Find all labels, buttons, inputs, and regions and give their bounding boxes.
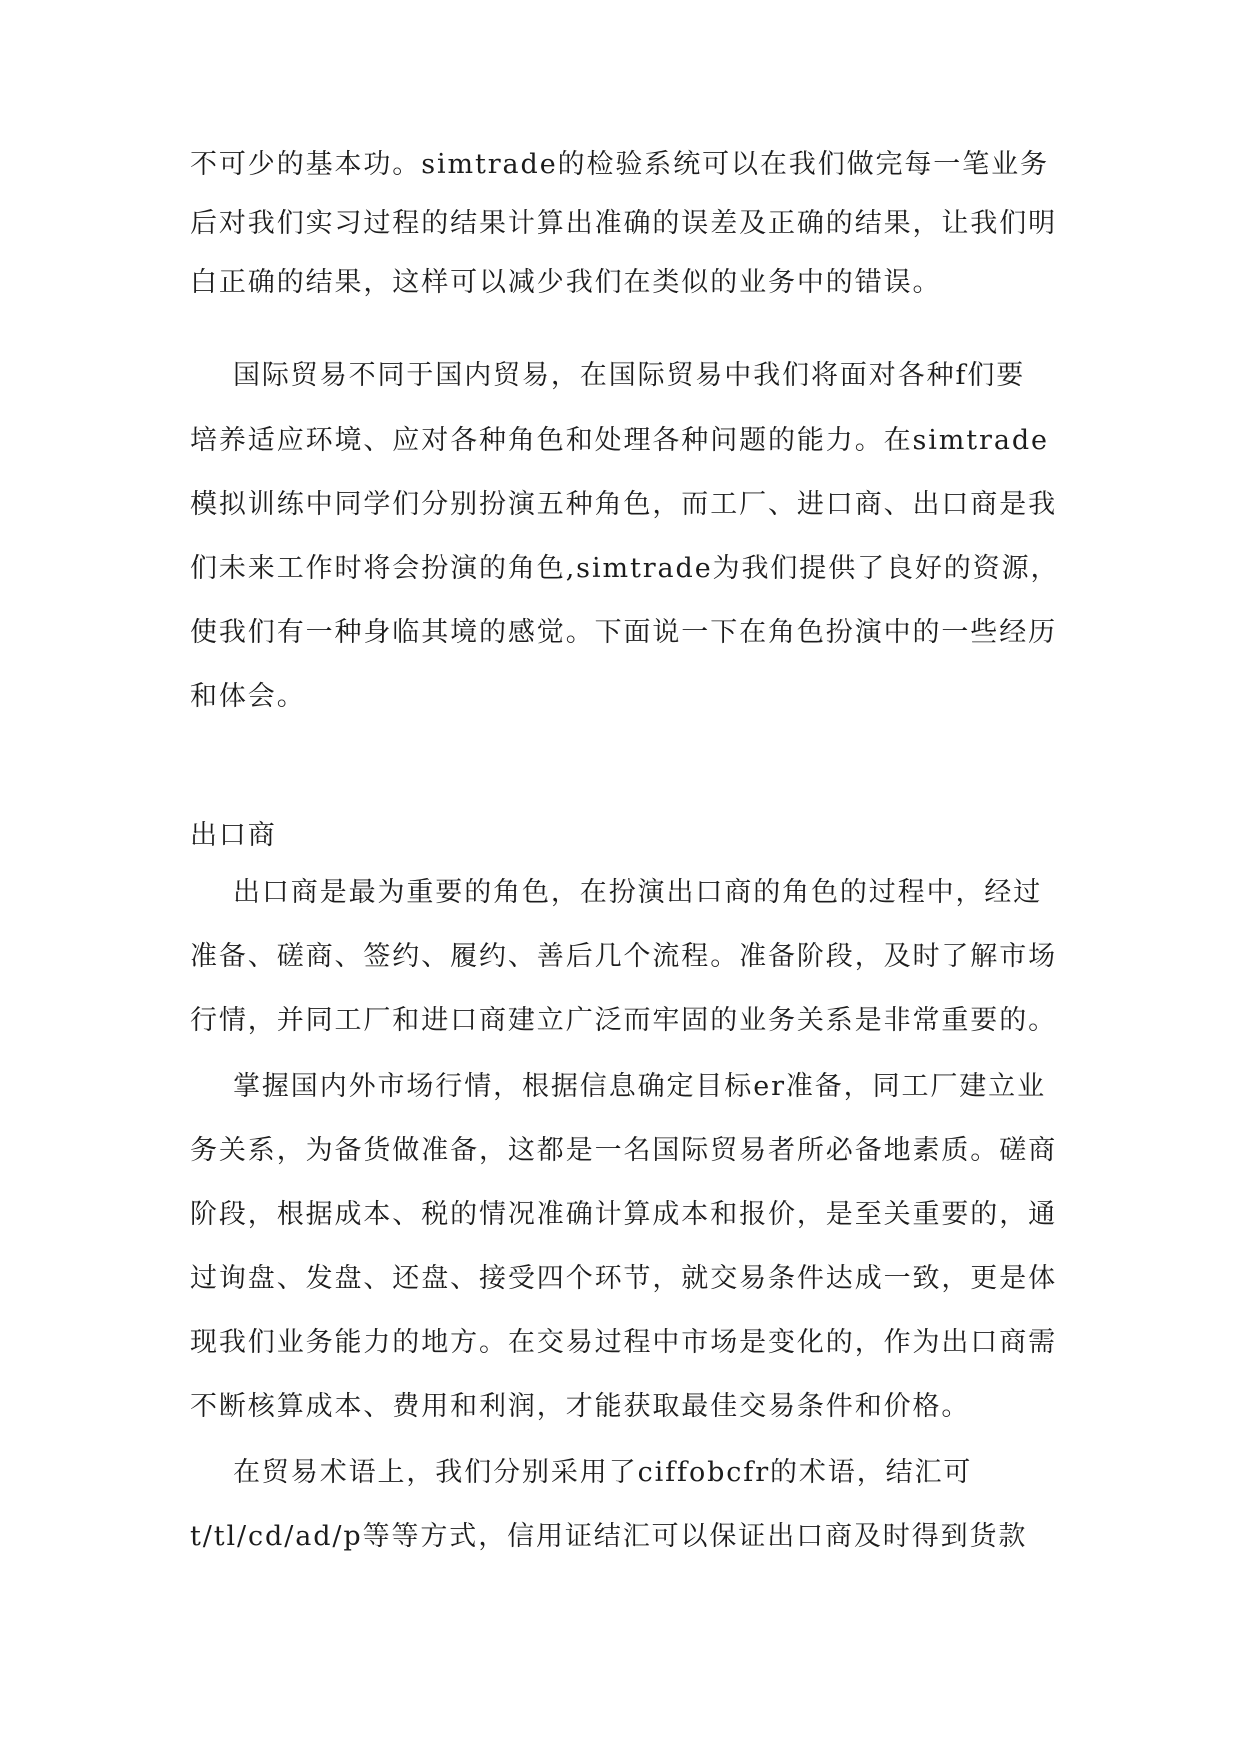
paragraph-line: 不可少的基本功。simtrade的检验系统可以在我们做完每一笔业务 [190,149,1049,180]
paragraph-line: 们未来工作时将会扮演的角色,simtrade为我们提供了良好的资源， [190,553,1060,584]
paragraph-line: 模拟训练中同学们分别扮演五种角色，而工厂、进口商、出口商是我 [190,489,1057,520]
paragraph-line: 白正确的结果，这样可以减少我们在类似的业务中的错误。 [190,267,942,298]
paragraph-line: 过询盘、发盘、还盘、接受四个环节，就交易条件达成一致，更是体 [190,1263,1057,1294]
paragraph-line: 掌握国内外市场行情，根据信息确定目标er准备，同工厂建立业 [233,1071,1046,1102]
paragraph-line: 使我们有一种身临其境的感觉。下面说一下在角色扮演中的一些经历 [190,617,1057,648]
paragraph-line: 和体会。 [190,681,306,712]
section-heading: 出口商 [190,820,277,851]
paragraph-line: 准备、磋商、签约、履约、善后几个流程。准备阶段，及时了解市场 [190,941,1057,972]
paragraph-line: 阶段，根据成本、税的情况准确计算成本和报价，是至关重要的，通 [190,1199,1057,1230]
paragraph-line: 现我们业务能力的地方。在交易过程中市场是变化的，作为出口商需 [190,1327,1057,1358]
paragraph-line: 行情，并同工厂和进口商建立广泛而牢固的业务关系是非常重要的。 [190,1005,1057,1036]
paragraph-line: 在贸易术语上，我们分别采用了ciffobcfr的术语，结汇可 [233,1457,973,1488]
paragraph-line: 后对我们实习过程的结果计算出准确的误差及正确的结果，让我们明 [190,208,1057,239]
paragraph-line: 培养适应环境、应对各种角色和处理各种问题的能力。在simtrade [190,425,1049,456]
paragraph-line: 出口商是最为重要的角色，在扮演出口商的角色的过程中，经过 [233,877,1043,908]
paragraph-line: 国际贸易不同于国内贸易，在国际贸易中我们将面对各种f们要 [233,360,1026,391]
paragraph-line: 不断核算成本、费用和利润，才能获取最佳交易条件和价格。 [190,1391,971,1422]
paragraph-line: 务关系，为备货做准备，这都是一名国际贸易者所必备地素质。磋商 [190,1135,1057,1166]
paragraph-line: t/tl/cd/ad/p等等方式，信用证结汇可以保证出口商及时得到货款 [190,1521,1028,1552]
